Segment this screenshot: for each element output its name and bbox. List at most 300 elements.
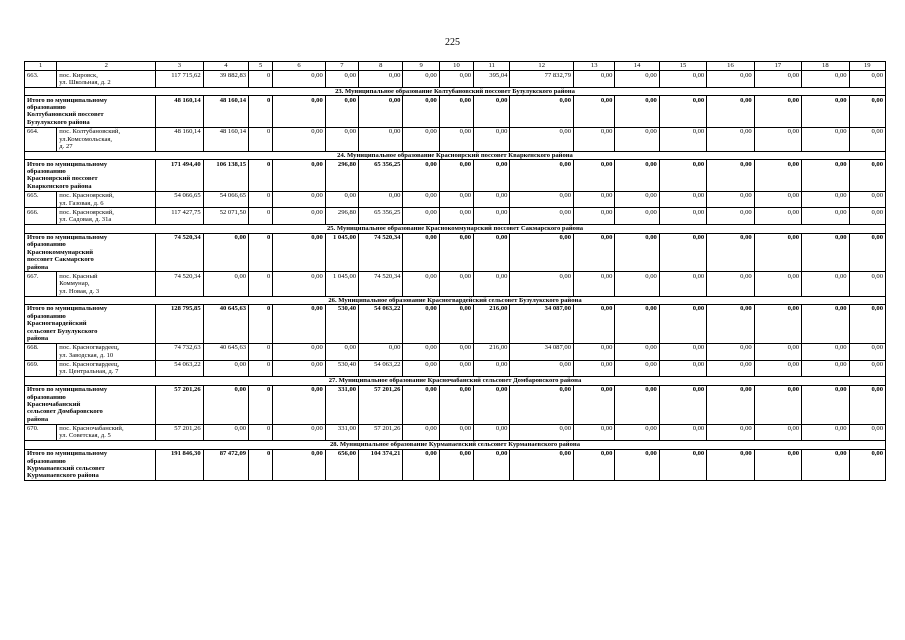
- value-cell: 0,00: [802, 449, 849, 481]
- value-cell: 0,00: [403, 385, 439, 424]
- value-cell: 0,00: [325, 96, 358, 128]
- value-cell: 0,00: [403, 272, 439, 296]
- value-cell: 87 472,09: [203, 449, 248, 481]
- value-cell: 0,00: [615, 304, 659, 343]
- address-cell: [57, 71, 156, 88]
- value-cell: 0,00: [510, 424, 574, 441]
- value-cell: 0,00: [707, 191, 754, 208]
- name-line: пос. Красный: [59, 272, 98, 280]
- value-cell: 0,00: [273, 233, 325, 272]
- value-cell: 0,00: [273, 304, 325, 343]
- name-line: поссовет Сакмарского: [27, 256, 94, 264]
- value-cell: 0,00: [659, 449, 706, 481]
- value-cell: 0,00: [707, 424, 754, 441]
- value-cell: 0,00: [754, 160, 801, 192]
- column-number: 19: [849, 62, 885, 71]
- value-cell: 0,00: [510, 449, 574, 481]
- value-cell: 0,00: [474, 385, 510, 424]
- total-row: [25, 385, 886, 424]
- value-cell: 0,00: [474, 233, 510, 272]
- name-line: Итого по муниципальному: [27, 386, 108, 394]
- address-cell: [57, 343, 156, 360]
- column-number: 3: [156, 62, 203, 71]
- column-number: 2: [57, 62, 156, 71]
- value-cell: 0,00: [707, 233, 754, 272]
- value-cell: 0,00: [510, 360, 574, 377]
- value-cell: 52 071,50: [203, 208, 248, 225]
- column-number: 18: [802, 62, 849, 71]
- value-cell: 0,00: [849, 127, 885, 151]
- value-cell: 0,00: [439, 449, 473, 481]
- column-number: 4: [203, 62, 248, 71]
- total-label: [25, 233, 156, 272]
- value-cell: 331,00: [325, 385, 358, 424]
- value-cell: 0,00: [754, 208, 801, 225]
- value-cell: 296,80: [325, 208, 358, 225]
- value-cell: 0: [249, 191, 273, 208]
- name-line: района: [27, 263, 49, 271]
- value-cell: 0,00: [574, 160, 615, 192]
- value-cell: 40 645,63: [203, 304, 248, 343]
- value-cell: 0,00: [439, 424, 473, 441]
- value-cell: 0,00: [754, 127, 801, 151]
- value-cell: 0,00: [707, 385, 754, 424]
- value-cell: 0,00: [754, 343, 801, 360]
- total-row: [25, 96, 886, 128]
- value-cell: 0: [249, 71, 273, 88]
- row-number: 669.: [25, 360, 57, 377]
- total-label: [25, 160, 156, 192]
- value-cell: 54 066,65: [156, 191, 203, 208]
- value-cell: 128 795,85: [156, 304, 203, 343]
- column-number: 14: [615, 62, 659, 71]
- row-number: 666.: [25, 208, 57, 225]
- name-line: Краснокоммунарский: [27, 248, 94, 256]
- value-cell: 57 201,26: [359, 385, 403, 424]
- name-line: пос. Красноярский,: [59, 192, 114, 200]
- page-number: 225: [445, 37, 460, 48]
- value-cell: 34 087,00: [510, 304, 574, 343]
- value-cell: 48 160,14: [156, 96, 203, 128]
- value-cell: 0: [249, 360, 273, 377]
- value-cell: 0,00: [510, 208, 574, 225]
- value-cell: 0,00: [273, 191, 325, 208]
- address-cell: [57, 127, 156, 151]
- value-cell: 0,00: [273, 71, 325, 88]
- value-cell: 0,00: [707, 71, 754, 88]
- value-cell: 0,00: [510, 272, 574, 296]
- value-cell: 0,00: [615, 343, 659, 360]
- value-cell: 0,00: [403, 160, 439, 192]
- value-cell: 0,00: [359, 343, 403, 360]
- table-row: [25, 191, 886, 208]
- value-cell: 0,00: [659, 96, 706, 128]
- value-cell: 117 715,62: [156, 71, 203, 88]
- value-cell: 171 494,40: [156, 160, 203, 192]
- value-cell: 0,00: [615, 191, 659, 208]
- value-cell: 0,00: [273, 449, 325, 481]
- value-cell: 0,00: [849, 71, 885, 88]
- section-header-row: [25, 87, 886, 95]
- value-cell: 0,00: [659, 160, 706, 192]
- value-cell: 0,00: [439, 304, 473, 343]
- total-row: [25, 233, 886, 272]
- name-line: образованию: [27, 168, 66, 175]
- value-cell: 0,00: [802, 71, 849, 88]
- value-cell: 0,00: [707, 127, 754, 151]
- column-number: 16: [707, 62, 754, 71]
- value-cell: 0,00: [510, 160, 574, 192]
- name-line: образованию: [27, 457, 66, 465]
- value-cell: 216,00: [474, 343, 510, 360]
- name-line: пос. Колтубановский,: [59, 128, 121, 136]
- value-cell: 0,00: [849, 304, 885, 343]
- value-cell: 0: [249, 208, 273, 225]
- value-cell: 0,00: [439, 208, 473, 225]
- table-row: [25, 424, 886, 441]
- value-cell: 0,00: [574, 96, 615, 128]
- value-cell: 0,00: [659, 304, 706, 343]
- value-cell: 0,00: [659, 127, 706, 151]
- value-cell: 0,00: [707, 343, 754, 360]
- name-line: Итого по муниципальному: [27, 305, 108, 313]
- value-cell: 0,00: [359, 96, 403, 128]
- value-cell: 0: [249, 160, 273, 192]
- value-cell: 0,00: [203, 385, 248, 424]
- value-cell: 0,00: [474, 127, 510, 151]
- name-line: пос. Красногвардеец,: [59, 361, 120, 368]
- value-cell: 0,00: [615, 96, 659, 128]
- value-cell: 0,00: [510, 127, 574, 151]
- value-cell: 0,00: [615, 233, 659, 272]
- value-cell: 57 201,26: [359, 424, 403, 441]
- name-line: образованию: [27, 104, 66, 111]
- column-number: 5: [249, 62, 273, 71]
- table-row: [25, 343, 886, 360]
- value-cell: 0,00: [325, 191, 358, 208]
- column-number: 7: [325, 62, 358, 71]
- value-cell: 0,00: [439, 191, 473, 208]
- value-cell: 54 063,22: [359, 304, 403, 343]
- name-line: Курманаевского района: [27, 472, 99, 480]
- section-title: 25. Муниципальное образование Краснокоммунарский поссовет Сакмарского района: [25, 225, 886, 233]
- value-cell: 0,00: [439, 160, 473, 192]
- value-cell: 0,00: [574, 127, 615, 151]
- total-label: [25, 304, 156, 343]
- value-cell: 0,00: [707, 449, 754, 481]
- column-number: 17: [754, 62, 801, 71]
- value-cell: 77 832,79: [510, 71, 574, 88]
- name-line: Красногвардейский: [27, 320, 87, 328]
- value-cell: 0,00: [802, 304, 849, 343]
- value-cell: 0,00: [325, 127, 358, 151]
- value-cell: 0: [249, 233, 273, 272]
- value-cell: 216,00: [474, 304, 510, 343]
- section-header-row: [25, 377, 886, 385]
- row-number: 667.: [25, 272, 57, 296]
- column-number: 1: [25, 62, 57, 71]
- row-number: 665.: [25, 191, 57, 208]
- value-cell: 0,00: [802, 360, 849, 377]
- value-cell: 0: [249, 449, 273, 481]
- value-cell: 0,00: [273, 160, 325, 192]
- value-cell: 0,00: [403, 304, 439, 343]
- value-cell: 0,00: [273, 343, 325, 360]
- name-line: образованию: [27, 241, 66, 249]
- name-line: Итого по муниципальному: [27, 450, 108, 458]
- value-cell: 0,00: [203, 272, 248, 296]
- address-cell: [57, 424, 156, 441]
- value-cell: 0,00: [802, 160, 849, 192]
- value-cell: 0,00: [203, 360, 248, 377]
- value-cell: 0,00: [754, 71, 801, 88]
- value-cell: 0: [249, 272, 273, 296]
- column-number-row: [25, 62, 886, 71]
- value-cell: 74 732,63: [156, 343, 203, 360]
- value-cell: 0,00: [474, 360, 510, 377]
- value-cell: 0,00: [403, 343, 439, 360]
- name-line: Коммунар,: [59, 280, 90, 288]
- value-cell: 0,00: [474, 272, 510, 296]
- section-header-row: [25, 296, 886, 304]
- row-number: 670.: [25, 424, 57, 441]
- value-cell: 0,00: [574, 424, 615, 441]
- value-cell: 104 374,21: [359, 449, 403, 481]
- value-cell: 0,00: [707, 96, 754, 128]
- value-cell: 0,00: [359, 191, 403, 208]
- value-cell: 0,00: [849, 424, 885, 441]
- value-cell: 74 520,34: [359, 272, 403, 296]
- value-cell: 34 087,00: [510, 343, 574, 360]
- value-cell: 0,00: [615, 208, 659, 225]
- table-row: [25, 272, 886, 296]
- table-row: [25, 360, 886, 377]
- value-cell: 0,00: [203, 424, 248, 441]
- value-cell: 57 201,26: [156, 385, 203, 424]
- value-cell: 0,00: [474, 160, 510, 192]
- value-cell: 0,00: [754, 424, 801, 441]
- value-cell: 0,00: [802, 424, 849, 441]
- name-line: Итого по муниципальному: [27, 234, 108, 241]
- total-row: [25, 449, 886, 481]
- value-cell: 0,00: [273, 272, 325, 296]
- value-cell: 65 356,25: [359, 160, 403, 192]
- value-cell: 0,00: [707, 160, 754, 192]
- name-line: пос. Красночабанский,: [59, 425, 124, 432]
- value-cell: 0,00: [574, 385, 615, 424]
- column-number: 9: [403, 62, 439, 71]
- value-cell: 0,00: [439, 71, 473, 88]
- name-line: сельсовет Бузулукского: [27, 327, 98, 335]
- value-cell: 0,00: [754, 304, 801, 343]
- row-number: 664.: [25, 127, 57, 151]
- name-line: ул.Комсомольская,: [59, 135, 113, 143]
- name-line: образованию: [27, 312, 66, 320]
- value-cell: 296,80: [325, 160, 358, 192]
- value-cell: 0,00: [615, 160, 659, 192]
- value-cell: 0,00: [659, 385, 706, 424]
- value-cell: 0,00: [510, 96, 574, 128]
- value-cell: 0,00: [474, 424, 510, 441]
- value-cell: 0,00: [403, 71, 439, 88]
- name-line: ул. Новая, д. 3: [59, 287, 100, 295]
- value-cell: 0,00: [659, 233, 706, 272]
- value-cell: 0,00: [849, 272, 885, 296]
- value-cell: 191 846,30: [156, 449, 203, 481]
- value-cell: 0,00: [849, 449, 885, 481]
- value-cell: 0,00: [615, 424, 659, 441]
- value-cell: 0,00: [754, 385, 801, 424]
- name-line: Итого по муниципальному: [27, 160, 108, 168]
- value-cell: 0,00: [659, 272, 706, 296]
- value-cell: 117 427,75: [156, 208, 203, 225]
- name-line: ул. Школьная, д. 2: [59, 78, 111, 86]
- value-cell: 0,00: [273, 385, 325, 424]
- value-cell: 0,00: [510, 233, 574, 272]
- value-cell: 0,00: [574, 304, 615, 343]
- value-cell: 0,00: [754, 360, 801, 377]
- value-cell: 0,00: [474, 449, 510, 481]
- name-line: пос. Кировск,: [59, 71, 98, 79]
- value-cell: 0,00: [615, 272, 659, 296]
- value-cell: 0,00: [615, 127, 659, 151]
- value-cell: 0,00: [754, 272, 801, 296]
- value-cell: 0,00: [659, 343, 706, 360]
- row-number: 663.: [25, 71, 57, 88]
- value-cell: 0,00: [707, 360, 754, 377]
- value-cell: 0,00: [574, 272, 615, 296]
- value-cell: 331,00: [325, 424, 358, 441]
- name-line: района: [27, 415, 49, 423]
- value-cell: 0,00: [403, 96, 439, 128]
- value-cell: 0,00: [325, 343, 358, 360]
- name-line: ул. Газовая, д. 6: [59, 199, 104, 207]
- value-cell: 0,00: [273, 127, 325, 151]
- value-cell: 0,00: [659, 71, 706, 88]
- table-body: [25, 62, 886, 481]
- value-cell: 57 201,26: [156, 424, 203, 441]
- value-cell: 0,00: [203, 233, 248, 272]
- value-cell: 48 160,14: [203, 127, 248, 151]
- value-cell: 0,00: [707, 272, 754, 296]
- value-cell: 0,00: [659, 208, 706, 225]
- value-cell: 0,00: [574, 71, 615, 88]
- value-cell: 0,00: [403, 127, 439, 151]
- value-cell: 0: [249, 304, 273, 343]
- value-cell: 0,00: [849, 208, 885, 225]
- value-cell: 0,00: [849, 343, 885, 360]
- address-cell: [57, 208, 156, 225]
- table-row: [25, 71, 886, 88]
- value-cell: 0,00: [273, 96, 325, 128]
- value-cell: 0,00: [754, 191, 801, 208]
- value-cell: 1 045,00: [325, 272, 358, 296]
- total-row: [25, 304, 886, 343]
- column-number: 13: [574, 62, 615, 71]
- value-cell: 0,00: [359, 127, 403, 151]
- column-number: 11: [474, 62, 510, 71]
- value-cell: 530,40: [325, 304, 358, 343]
- value-cell: 0,00: [849, 160, 885, 192]
- value-cell: 0: [249, 127, 273, 151]
- column-number: 8: [359, 62, 403, 71]
- name-line: Кваркенского района: [27, 182, 92, 190]
- value-cell: 0,00: [403, 233, 439, 272]
- value-cell: 0,00: [439, 96, 473, 128]
- total-label: [25, 96, 156, 128]
- value-cell: 0,00: [474, 191, 510, 208]
- table-row: [25, 208, 886, 225]
- value-cell: 0,00: [615, 385, 659, 424]
- value-cell: 656,00: [325, 449, 358, 481]
- value-cell: 74 520,34: [156, 272, 203, 296]
- value-cell: 0,00: [802, 208, 849, 225]
- name-line: Курманаевский сельсовет: [27, 464, 105, 472]
- value-cell: 0,00: [802, 233, 849, 272]
- value-cell: 0,00: [574, 360, 615, 377]
- value-cell: 0,00: [754, 449, 801, 481]
- name-line: пос. Красноярский,: [59, 208, 114, 216]
- value-cell: 0,00: [754, 233, 801, 272]
- value-cell: 0,00: [574, 191, 615, 208]
- value-cell: 0,00: [574, 208, 615, 225]
- value-cell: 0,00: [439, 343, 473, 360]
- name-line: пос. Красногвардеец,: [59, 344, 120, 352]
- value-cell: 0,00: [849, 360, 885, 377]
- value-cell: 0,00: [273, 208, 325, 225]
- value-cell: 0,00: [439, 127, 473, 151]
- address-cell: [57, 360, 156, 377]
- value-cell: 0: [249, 424, 273, 441]
- value-cell: 0,00: [615, 71, 659, 88]
- value-cell: 0,00: [615, 449, 659, 481]
- section-header-row: [25, 441, 886, 449]
- value-cell: 0,00: [439, 360, 473, 377]
- section-header-row: [25, 151, 886, 159]
- value-cell: 0,00: [707, 208, 754, 225]
- value-cell: 1 045,00: [325, 233, 358, 272]
- value-cell: 0,00: [403, 424, 439, 441]
- section-title: 28. Муниципальное образование Курманаевский сельсовет Курманаевского района: [25, 441, 886, 449]
- value-cell: 0,00: [403, 449, 439, 481]
- value-cell: 54 063,22: [359, 360, 403, 377]
- value-cell: 0,00: [849, 385, 885, 424]
- section-title: 23. Муниципальное образование Колтубановский поссовет Бузулукского района: [25, 87, 886, 95]
- value-cell: 0: [249, 385, 273, 424]
- value-cell: 0,00: [273, 360, 325, 377]
- section-title: 26. Муниципальное образование Красногвардейский сельсовет Бузулукского района: [25, 296, 886, 304]
- value-cell: 48 160,14: [203, 96, 248, 128]
- value-cell: 0,00: [802, 385, 849, 424]
- value-cell: 106 138,15: [203, 160, 248, 192]
- value-cell: 0,00: [802, 96, 849, 128]
- name-line: Колтубановский поссовет: [27, 111, 104, 119]
- value-cell: 0,00: [802, 272, 849, 296]
- name-line: Итого по муниципальному: [27, 96, 108, 104]
- value-cell: 54 063,22: [156, 360, 203, 377]
- value-cell: 0,00: [474, 208, 510, 225]
- value-cell: 0,00: [574, 343, 615, 360]
- section-title: 27. Муниципальное образование Красночабанский сельсовет Домбаровского района: [25, 377, 886, 385]
- name-line: ул. Садовая, д. 31а: [59, 216, 112, 224]
- value-cell: 0,00: [325, 71, 358, 88]
- value-cell: 0,00: [802, 343, 849, 360]
- name-line: ул. Советская, д. 5: [59, 432, 111, 440]
- value-cell: 0,00: [574, 449, 615, 481]
- total-row: [25, 160, 886, 192]
- column-number: 12: [510, 62, 574, 71]
- value-cell: 54 066,65: [203, 191, 248, 208]
